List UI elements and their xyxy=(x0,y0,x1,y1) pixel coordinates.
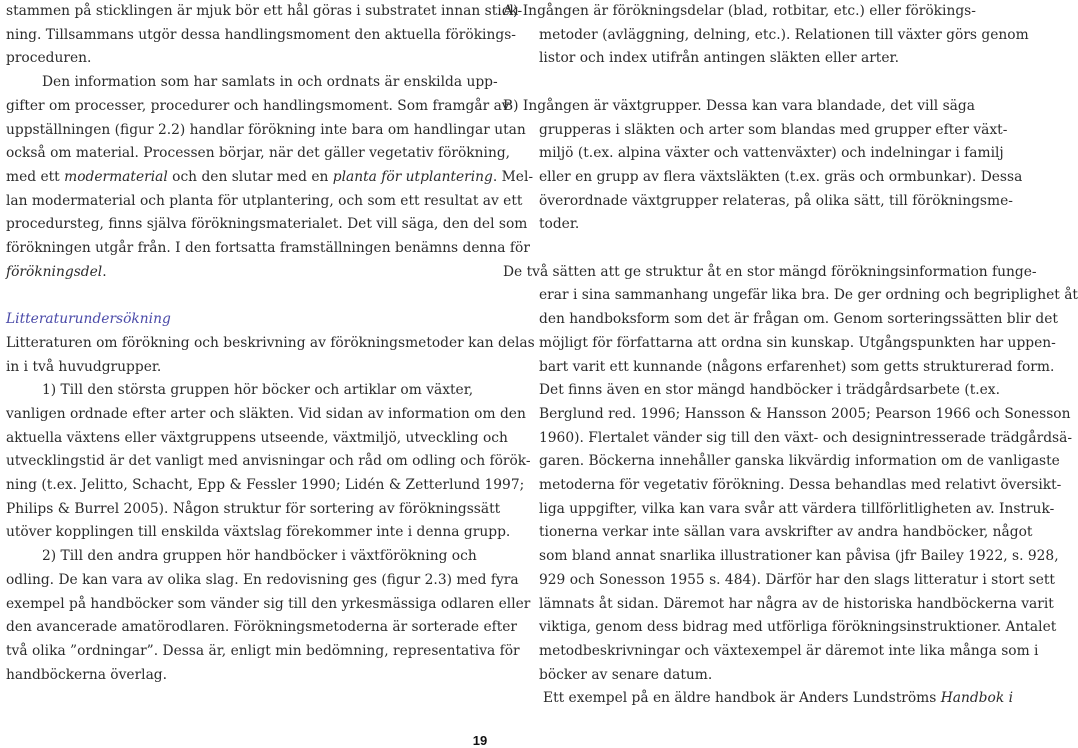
body-line: den handboksform som det är frågan om. Genom sorteringssätten blir det xyxy=(539,311,1058,328)
body-line: miljö (t.ex. alpina växter och vattenväxter) och indelningar i familj xyxy=(539,145,1004,162)
body-line: ning. Tillsammans utgör dessa handlingsmoment den aktuella förökings- xyxy=(6,26,516,43)
body-line: eller en grupp av flera växtsläkten (t.ex. gräs och ormbunkar). Dessa xyxy=(539,168,1023,185)
term-modermaterial: modermaterial xyxy=(64,168,168,185)
body-line: ning (t.ex. Jelitto, Schacht, Epp & Fessler 1990; Lidén & Zetterlund 1997; xyxy=(6,477,525,494)
body-line: B) Ingången är växtgrupper. Dessa kan vara blandade, det vill säga xyxy=(503,97,975,114)
body-line: vanligen ordnade efter arter och släkten. Vid sidan av information om den xyxy=(6,405,526,422)
body-line: gifter om processer, procedurer och handlingsmoment. Som framgår av xyxy=(6,97,510,114)
body-line: som bland annat snarlika illustrationer kan påvisa (jfr Bailey 1922, s. 928, xyxy=(539,548,1059,565)
body-line: den avancerade amatörodlaren. Förökningsmetoderna är sorterade efter xyxy=(6,619,518,636)
right-column xyxy=(503,0,1078,711)
body-text: . xyxy=(102,263,107,280)
body-line: bart varit ett kunnande (någons erfarenhet) som getts strukturerad form. xyxy=(539,358,1055,375)
body-line: garen. Böckerna innehåller ganska likvärdig information om de vanligaste xyxy=(539,453,1060,470)
term-forokningsdel: förökningsdel xyxy=(6,263,103,280)
body-line: överordnade växtgrupper relateras, på olika sätt, till förökningsme- xyxy=(539,192,1013,209)
body-line: proceduren. xyxy=(6,50,92,67)
body-text: med ett xyxy=(6,168,65,185)
book-title: Handbok i xyxy=(940,690,1013,707)
body-line: in i två huvudgrupper. xyxy=(6,358,162,375)
body-line xyxy=(6,261,468,285)
body-line: odling. De kan vara av olika slag. En redovisning ges (figur 2.3) med fyra xyxy=(6,571,519,588)
left-column xyxy=(6,0,535,687)
body-line: metodbeskrivningar och växtexempel är däremot inte lika många som i xyxy=(539,642,1039,659)
body-line: lämnats åt sidan. Däremot har några av de historiska handböckerna varit xyxy=(539,595,1054,612)
body-line: möjligt för författarna att ordna sin kunskap. Utgångspunkten har uppen- xyxy=(539,334,1056,351)
paragraph-gap xyxy=(503,71,957,95)
body-text: och den slutar med en xyxy=(167,168,333,185)
body-line xyxy=(6,166,534,190)
body-line: Berglund red. 1996; Hansson & Hansson 2005; Pearson 1966 och Sonesson xyxy=(539,405,1071,422)
body-line xyxy=(503,687,1013,711)
body-line: förökningen utgår från. I den fortsatta framställningen benämns denna för xyxy=(6,240,530,257)
body-text: Ett exempel på en äldre handbok är Anders Lundströms xyxy=(543,690,941,707)
body-line: utöver kopplingen till enskilda växtslag förekommer inte i denna grupp. xyxy=(6,524,511,541)
body-line: A) Ingången är förökningsdelar (blad, rotbitar, etc.) eller förökings- xyxy=(503,3,976,19)
body-line: tionerna verkar inte sällan vara avskrifter av andra handböcker, något xyxy=(539,524,1033,541)
section-heading-text: Litteraturundersökning xyxy=(6,311,171,328)
body-line: listor och index utifrån antingen släkten eller arter. xyxy=(539,50,899,67)
body-line: två olika ”ordningar”. Dessa är, enligt min bedömning, representativa för xyxy=(6,642,520,659)
body-line: lan modermaterial och planta för utplantering, och som ett resultat av ett xyxy=(6,192,523,209)
body-line: aktuella växtens eller växtgruppens utseende, växtmiljö, utveckling och xyxy=(6,429,508,446)
body-line: toder. xyxy=(539,216,580,233)
body-line: utvecklingstid är det vanligt med anvisningar och råd om odling och förök- xyxy=(6,453,531,470)
body-line: viktiga, genom dess bidrag med utförliga förökningsinstruktioner. Antalet xyxy=(539,619,1057,636)
body-line: grupperas i släkten och arter som blandas med grupper efter växt- xyxy=(539,121,1008,138)
body-line: exempel på handböcker som vänder sig till den yrkesmässiga odlaren eller xyxy=(6,595,531,612)
body-line: Philips & Burrel 2005). Någon struktur för sortering av förökningssätt xyxy=(6,500,501,517)
body-line: 1960). Flertalet vänder sig till den växt- och designintresserade trädgårdsä- xyxy=(539,429,1073,446)
body-line: erar i sina sammanhang ungefär lika bra. De ger ordning och begriplighet åt xyxy=(539,287,1078,304)
body-line: uppställningen (figur 2.2) handlar förökning inte bara om handlingar utan xyxy=(6,121,526,138)
section-heading xyxy=(6,308,468,332)
body-line: liga uppgifter, vilka kan vara svår att värdera tillförlitligheten av. Instruk- xyxy=(539,500,1055,517)
page-number: 19 xyxy=(472,733,488,748)
body-line: handböckerna överlag. xyxy=(6,666,168,683)
body-line: 929 och Sonesson 1955 s. 484). Därför har den slags litteratur i stort sett xyxy=(539,571,1055,588)
body-line: 2) Till den andra gruppen hör handböcker i växtförökning och xyxy=(42,548,477,565)
body-line: Den information som har samlats in och ordnats är enskilda upp- xyxy=(42,74,498,91)
body-line: 1) Till den största gruppen hör böcker och artiklar om växter, xyxy=(42,382,474,399)
paragraph-gap xyxy=(6,284,468,308)
body-line: metoder (avläggning, delning, etc.). Relationen till växter görs genom xyxy=(539,26,1029,43)
body-line: Det finns även en stor mängd handböcker i trädgårdsarbete (t.ex. xyxy=(539,382,1000,399)
body-line: metoderna för vegetativ förökning. Dessa behandlas med relativt översikt- xyxy=(539,477,1062,494)
body-line: böcker av senare datum. xyxy=(539,666,713,683)
body-line: stammen på sticklingen är mjuk bör ett hål göras i substratet innan stick- xyxy=(6,3,523,19)
body-line: Litteraturen om förökning och beskrivning av förökningsmetoder kan delas xyxy=(6,334,535,351)
term-planta-for-utplantering: planta för utplantering xyxy=(332,168,493,185)
body-line: procedursteg, finns själva förökningsmaterialet. Det vill säga, den del som xyxy=(6,216,528,233)
body-line: De två sätten att ge struktur åt en stor mängd förökningsinformation funge- xyxy=(503,263,1037,280)
paragraph-gap xyxy=(503,237,957,261)
body-text: . Mel- xyxy=(492,168,534,185)
body-line: också om material. Processen börjar, när det gäller vegetativ förökning, xyxy=(6,145,511,162)
